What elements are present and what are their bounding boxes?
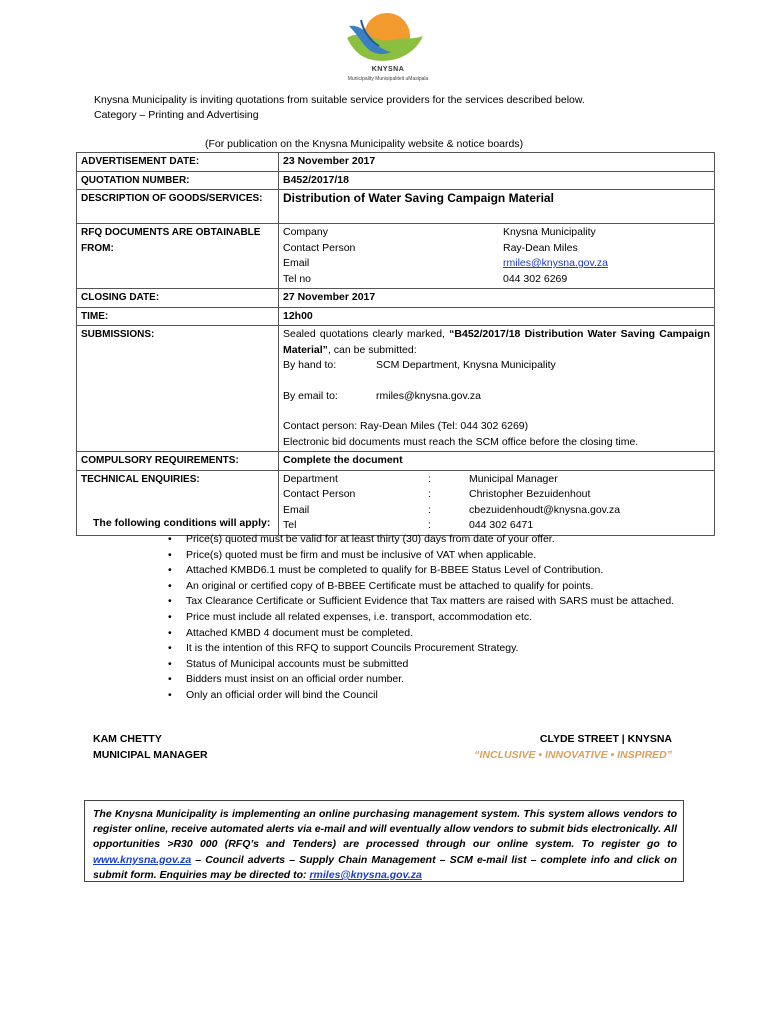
row-submissions <box>77 326 715 452</box>
publication-note: (For publication on the Knysna Municipality website & notice boards) <box>205 138 524 150</box>
closing-date-value: 27 November 2017 <box>279 289 715 308</box>
list-item: • Only an official order will bind the Council <box>186 688 706 704</box>
submissions-text-post: , can be submitted: <box>327 343 417 356</box>
submissions-electronic: Electronic bid documents must reach the SCM office before the closing time. <box>283 435 639 448</box>
signatory-name: KAM CHETTY <box>93 733 162 745</box>
compulsory-label: COMPULSORY REQUIREMENTS: <box>77 452 279 471</box>
address-block <box>474 731 672 763</box>
notice-text-2: – Council adverts – Supply Chain Management – SCM e-mail list – complete info and click on submit form. Enquiries may be directed to: <box>93 853 677 881</box>
submissions-cell <box>279 326 715 452</box>
contact-person-value: Ray-Dean Miles <box>503 241 578 254</box>
list-item: • Price must include all related expenses, i.e. transport, accommodation etc. <box>186 610 706 626</box>
list-item: • Price(s) quoted must be firm and must be inclusive of VAT when applicable. <box>186 548 706 564</box>
row-description <box>77 190 715 224</box>
quotation-label: QUOTATION NUMBER: <box>77 171 279 190</box>
knysna-logo <box>333 10 433 88</box>
ad-date-label: ADVERTISEMENT DATE: <box>77 153 279 172</box>
list-item: • An original or certified copy of B-BBEE Certificate must be attached to qualify for points. <box>186 579 706 595</box>
row-compulsory <box>77 452 715 471</box>
time-value: 12h00 <box>279 307 715 326</box>
notice-text-1: The Knysna Municipality is implementing an online purchasing management system. This system allows vendors to register online, receive automated alerts via e-mail and will eventually allow vendors to submit bids electronically. All opportunities >R30 000 (RFQ’s and Tenders) are processed through our online system. To register go to <box>93 808 677 851</box>
logo-brand: KNYSNA <box>371 66 405 73</box>
technical-label: TECHNICAL ENQUIRIES: <box>77 470 279 535</box>
list-item: • Attached KMBD 4 document must be completed. <box>186 626 706 642</box>
signatory-title: MUNICIPAL MANAGER <box>93 749 208 761</box>
tech-person-value: Christopher Bezuidenhout <box>469 488 591 500</box>
time-label: TIME: <box>77 307 279 326</box>
enquiry-email-link[interactable]: rmiles@knysna.gov.za <box>309 868 422 881</box>
intro-category: Category – Printing and Advertising <box>94 109 259 121</box>
list-item: • Attached KMBD6.1 must be completed to qualify for B-BBEE Status Level of Contribution. <box>186 563 706 579</box>
contact-grid <box>283 225 710 287</box>
online-system-notice <box>84 800 684 882</box>
technical-cell <box>279 470 715 535</box>
tech-email-value: cbezuidenhoudt@knysna.gov.za <box>469 503 621 516</box>
email-link[interactable]: rmiles@knysna.gov.za <box>503 257 608 269</box>
tech-email-label: Email <box>283 503 310 516</box>
ad-date-value: 23 November 2017 <box>279 153 715 172</box>
conditions-list <box>168 532 706 704</box>
submissions-contact: Contact person: Ray-Dean Miles (Tel: 044 302 6269) <box>283 420 529 432</box>
tech-colon: : <box>428 472 431 485</box>
list-item: • Status of Municipal accounts must be submitted <box>186 657 706 673</box>
description-label: DESCRIPTION OF GOODS/SERVICES: <box>77 190 279 224</box>
contact-person-label: Contact Person <box>283 241 356 254</box>
row-time <box>77 307 715 326</box>
logo-emblem <box>333 10 433 68</box>
signatory <box>93 731 208 763</box>
by-hand-row <box>283 358 710 374</box>
submissions-text-pre: Sealed quotations clearly marked, <box>283 328 450 340</box>
email-label: Email <box>283 257 310 269</box>
row-quotation <box>77 171 715 190</box>
by-hand-value: SCM Department, Knysna Municipality <box>376 359 556 371</box>
logo-tagline: Municipality Munisipaliteit uMasipala <box>347 76 429 82</box>
list-item: • Tax Clearance Certificate or Sufficient Evidence that Tax matters are raised with SARS must be attached. <box>186 594 706 610</box>
submissions-label: SUBMISSIONS: <box>77 326 279 452</box>
tech-colon: : <box>428 503 431 516</box>
submissions-text-bold: “B452/2017/18 Distribution Water Saving Campaign Material” <box>283 328 710 356</box>
list-item: • It is the intention of this RFQ to support Councils Procurement Strategy. <box>186 641 706 657</box>
by-email-value: rmiles@knysna.gov.za <box>376 389 481 402</box>
row-documents <box>77 224 715 289</box>
company-label: Company <box>283 226 328 238</box>
by-email-row <box>283 389 710 405</box>
intro <box>94 93 585 123</box>
company-value: Knysna Municipality <box>503 226 596 238</box>
address: CLYDE STREET | KNYSNA <box>539 733 672 745</box>
row-ad-date <box>77 153 715 172</box>
motto: “INCLUSIVE • INNOVATIVE • INSPIRED” <box>474 749 672 761</box>
tech-tel-label: Tel <box>283 519 297 531</box>
website-link[interactable]: www.knysna.gov.za <box>93 853 192 866</box>
intro-line-1: Knysna Municipality is inviting quotations from suitable service providers for the services described below. <box>94 94 585 106</box>
list-item: • Price(s) quoted must be valid for at least thirty (30) days from date of your offer. <box>186 532 706 548</box>
tech-person-label: Contact Person <box>283 488 356 500</box>
list-item: • Bidders must insist on an official order number. <box>186 672 706 688</box>
documents-label: RFQ DOCUMENTS ARE OBTAINABLE FROM: <box>77 224 279 289</box>
by-hand-label: By hand to: <box>283 359 337 371</box>
compulsory-value: Complete the document <box>279 452 715 471</box>
tech-dept-value: Municipal Manager <box>469 472 558 485</box>
conditions-heading: The following conditions will apply: <box>93 517 271 529</box>
technical-grid <box>283 472 710 534</box>
tech-tel-value: 044 302 6471 <box>469 519 534 531</box>
quotation-number: B452/2017/18 <box>279 171 715 190</box>
tech-colon: : <box>428 488 431 500</box>
description-cell <box>279 190 715 224</box>
submissions-intro <box>283 327 710 358</box>
tech-colon: : <box>428 519 431 531</box>
tech-dept-label: Department <box>283 472 338 485</box>
description-value: Distribution of Water Saving Campaign Material <box>283 191 554 205</box>
by-email-label: By email to: <box>283 389 338 402</box>
tel-label: Tel no <box>283 272 312 285</box>
tel-value: 044 302 6269 <box>503 272 568 285</box>
row-closing-date <box>77 289 715 308</box>
rfq-details-table <box>76 152 715 536</box>
documents-cell <box>279 224 715 289</box>
closing-date-label: CLOSING DATE: <box>77 289 279 308</box>
